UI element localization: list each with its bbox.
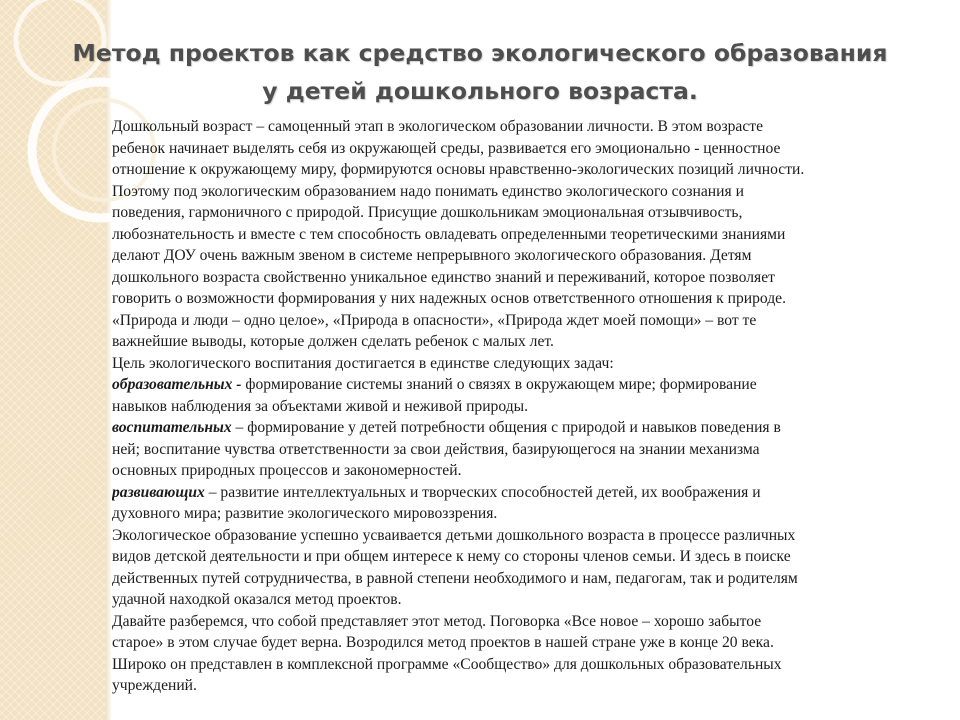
body-line: удачной находкой оказался метод проектов.	[112, 591, 402, 608]
task-educational-label: образовательных -	[112, 376, 242, 393]
task-developing	[112, 482, 942, 504]
body-line: Широко он представлен в комплексной программе «Сообщество» для дошкольных образовательных	[112, 655, 782, 673]
body-line: Цель экологического воспитания достигается в единстве следующих задач:	[112, 354, 614, 372]
task-educational	[112, 374, 942, 396]
task-upbringing-text: – формирование у детей потребности общения с природой и навыков поведения в	[231, 419, 781, 436]
body-line: ней; воспитание чувства ответственности за свои действия, базирующегося на знании механизма	[112, 440, 760, 458]
body-line: учреждений.	[112, 677, 197, 694]
body-line: видов детской деятельности и при общем интересе к нему со стороны членов семьи. И здесь в поиске	[112, 548, 791, 565]
body-line: старое» в этом случае будет верна. Возродился метод проектов в нашей стране уже в конце 20 века.	[112, 634, 774, 651]
task-upbringing	[112, 417, 942, 439]
body-line: дошкольного возраста свойственно уникальное единство знаний и переживаний, которое позволяет	[112, 268, 775, 286]
body-line: отношение к окружающему миру, формируются основы нравственно-экологических позиций личности.	[112, 161, 805, 178]
body-line: любознательность и вместе с тем способность овладевать определенными теоретическими знаниями	[112, 225, 786, 243]
body-line: духовного мира; развитие экологического мировоззрения.	[112, 505, 498, 522]
task-developing-label: развивающих	[112, 483, 205, 501]
body-line: Экологическое образование успешно усваивается детьми дошкольного возраста в процессе различных	[112, 526, 796, 544]
body-line: Давайте разберемся, что собой представляет этот метод. Поговорка «Все новое – хорошо забытое	[112, 612, 762, 630]
body-line: поведения, гармоничного с природой. Присущие дошкольникам эмоциональная отзывчивость,	[112, 204, 743, 221]
body-line: важнейшие выводы, которые должен сделать ребенок с малых лет.	[112, 333, 554, 350]
task-educational-text: формирование системы знаний о связях в окружающем мире; формирование	[241, 376, 757, 393]
body-line: «Природа и люди – одно целое», «Природа в опасности», «Природа ждет моей помощи» – вот те	[112, 311, 757, 329]
task-upbringing-label: воспитательных	[112, 419, 232, 436]
task-developing-text: – развитие интеллектуальных и творческих способностей детей, их воображения и	[204, 483, 761, 501]
body-line: ребенок начинает выделять себя из окружающей среды, развивается его эмоционально - ценностное	[112, 139, 781, 157]
body-line: Поэтому под экологическим образованием надо понимать единство экологического сознания и	[112, 182, 744, 200]
body-line: действенных путей сотрудничества, в равной степени необходимого и нам, педагогам, так и родителям	[112, 569, 798, 587]
slide-body	[112, 116, 942, 716]
body-line: делают ДОУ очень важным звеном в системе непрерывного экологического образования. Детям	[112, 247, 752, 264]
slide-title-line-2: у детей дошкольного возраста.	[262, 77, 698, 105]
body-line: Дошкольный возраст – самоценный этап в экологическом образовании личности. В этом возрасте	[112, 118, 763, 135]
body-line: основных природных процессов и закономерностей.	[112, 462, 462, 479]
body-line: говорить о возможности формирования у них надежных основ ответственного отношения к природе.	[112, 290, 787, 307]
body-line: навыков наблюдения за объектами живой и неживой природы.	[112, 397, 529, 415]
slide-title	[40, 34, 920, 110]
slide-title-line-1: Метод проектов как средство экологического образования	[72, 39, 888, 67]
